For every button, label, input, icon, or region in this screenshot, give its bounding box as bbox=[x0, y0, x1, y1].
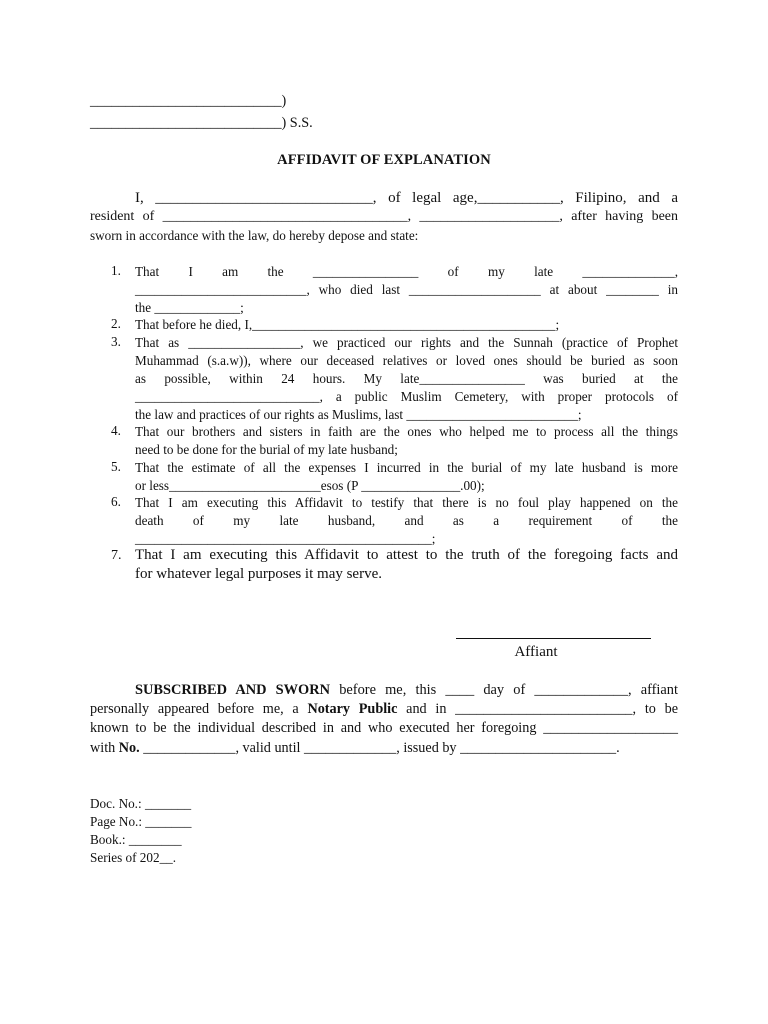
item-number-4: 4. bbox=[111, 423, 121, 438]
item-4 bbox=[135, 423, 678, 459]
item-4-line-1: That our brothers and sisters in faith are the ones who helped me to process all the things bbox=[135, 424, 678, 439]
item-1-line-3: the _____________; bbox=[135, 300, 244, 315]
item-5 bbox=[135, 459, 678, 495]
affiant-signature-line bbox=[456, 638, 651, 639]
item-number-6: 6. bbox=[111, 494, 121, 509]
intro-line-2: resident of ___________________________________, ____________________, after having been bbox=[90, 209, 678, 224]
jurat-line-2 bbox=[90, 701, 678, 718]
item-6-line-1: That I am executing this Affidavit to testify that there is no foul play happened on the bbox=[135, 495, 678, 510]
jurat-line-4-a: with bbox=[90, 740, 119, 756]
series-of: Series of 202__. bbox=[90, 850, 177, 865]
intro-line-3: sworn in accordance with the law, do hereby depose and state: bbox=[90, 228, 419, 243]
item-7 bbox=[135, 546, 678, 584]
venue-line-2: ___________________________) S.S. bbox=[90, 115, 313, 131]
item-1 bbox=[135, 263, 678, 317]
item-1-line-2: __________________________, who died last ____________________ at about ________ in bbox=[135, 282, 678, 297]
item-5-line-2: or less_______________________esos (P _______________.00); bbox=[135, 478, 485, 493]
jurat-notary-public: Notary Public bbox=[307, 701, 398, 717]
item-2 bbox=[135, 316, 678, 334]
item-number-2: 2. bbox=[111, 316, 121, 331]
jurat-line-4-b: _____________, valid until _____________, issued by ______________________. bbox=[139, 740, 620, 756]
item-6 bbox=[135, 494, 678, 548]
page-no: Page No.: _______ bbox=[90, 814, 192, 829]
intro-line-1: I, _____________________________, of legal age,___________, Filipino, and a bbox=[135, 190, 678, 206]
item-number-5: 5. bbox=[111, 459, 121, 474]
item-1-line-1: That I am the ________________ of my late ______________, bbox=[135, 264, 678, 279]
jurat-line-1-rest: before me, this ____ day of _____________, affiant bbox=[330, 682, 678, 698]
item-2-line-1: That before he died, I,______________________________________________; bbox=[135, 317, 560, 332]
item-3-line-4: ____________________________, a public Muslim Cemetery, with proper protocols of bbox=[135, 389, 678, 404]
jurat-line-2-b: and in _________________________, to be bbox=[397, 701, 679, 717]
jurat-line-2-a: personally appeared before me, a bbox=[90, 701, 308, 717]
item-3-line-2: Muhammad (s.a.w)), where our deceased relatives or loved ones should be buried as soon bbox=[135, 353, 678, 368]
item-3-line-5: the law and practices of our rights as Muslims, last __________________________; bbox=[135, 407, 582, 422]
item-3-line-1: That as _________________, we practiced our rights and the Sunnah (practice of Prophet bbox=[135, 335, 678, 350]
item-number-3: 3. bbox=[111, 334, 121, 349]
item-6-line-3: _____________________________________________; bbox=[135, 531, 436, 546]
item-5-line-1: That the estimate of all the expenses I incurred in the burial of my late husband is more bbox=[135, 460, 678, 475]
item-7-line-1: That I am executing this Affidavit to attest to the truth of the foregoing facts and bbox=[135, 547, 678, 563]
book-no: Book.: ________ bbox=[90, 832, 182, 847]
venue-line-1: ___________________________) bbox=[90, 93, 287, 109]
item-4-line-2: need to be done for the burial of my late husband; bbox=[135, 442, 398, 457]
item-3-line-3: as possible, within 24 hours. My late________________ was buried at the bbox=[135, 371, 678, 386]
item-6-line-2: death of my late husband, and as a requirement of the bbox=[135, 513, 678, 528]
jurat-no: No. bbox=[118, 740, 140, 756]
item-number-7: 7. bbox=[111, 548, 122, 563]
item-7-line-2: for whatever legal purposes it may serve. bbox=[135, 566, 382, 582]
jurat-line-4 bbox=[90, 740, 620, 757]
jurat-subscribed-sworn: SUBSCRIBED AND SWORN bbox=[135, 682, 331, 698]
doc-no: Doc. No.: _______ bbox=[90, 796, 192, 811]
item-3 bbox=[135, 334, 678, 424]
item-number-1: 1. bbox=[111, 263, 121, 278]
affiant-label: Affiant bbox=[514, 644, 558, 660]
jurat-line-3: known to be the individual described in and who executed her foregoing ___________________ bbox=[90, 720, 678, 736]
document-title: AFFIDAVIT OF EXPLANATION bbox=[277, 152, 491, 168]
jurat-line-1 bbox=[135, 682, 678, 699]
